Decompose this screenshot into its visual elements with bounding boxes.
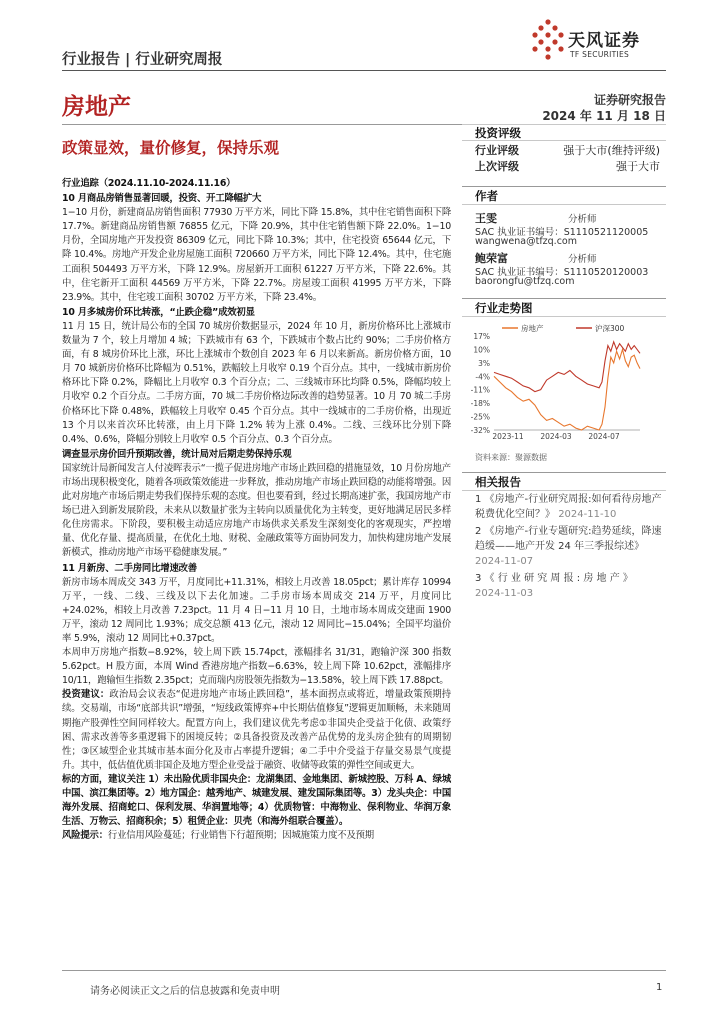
stock-picks: 标的方面，建议关注 1）未出险优质非国央企：龙湖集团、金地集团、新城控股、万科 A、绿城中国、滨江集团等。2）地方国企：越秀地产、城建发展、建发国际集团等。3）龙头央企：中国海外发展、招商蛇口、保利发展、华润置地等；4）优质物管：中海物业、保利物业、华润万象生活、万物云、招商积余；5）租赁企业：贝壳（和海外组联合覆盖）。 bbox=[62, 773, 451, 828]
y-tick-label: -18% bbox=[470, 399, 490, 409]
author-email[interactable]: wangwena@tfzq.com bbox=[475, 236, 577, 247]
report-date: 2024 年 11 月 18 日 bbox=[542, 109, 666, 123]
report-body bbox=[62, 176, 451, 843]
series-line bbox=[494, 349, 640, 430]
trend-heading: 行业走势图 bbox=[475, 301, 533, 315]
rating-rule bbox=[462, 140, 666, 141]
footer-disclaimer: 请务必阅读正文之后的信息披露和免责申明 bbox=[90, 986, 280, 997]
section-4-text-2: 本周申万房地产指数−8.92%，较上周下跌 15.74pct，涨幅排名 31/31，跑输沪深 300 指数 5.62pct。H 股方面，本周 Wind 香港房地产指数−6.63%，较上周下降 10.62pct，涨幅排序 10/11，跑输恒生指数 2.35pct；克而瑞内房股领先指数为−13.58%，较上周下跌 17.88pct。 bbox=[62, 647, 451, 687]
logo-english-name: TF SECURITIES bbox=[570, 50, 630, 59]
authors-heading: 作者 bbox=[475, 189, 498, 203]
x-tick-label: 2024-07 bbox=[588, 432, 620, 441]
related-report-item[interactable]: 2 《房地产-行业专题研究:趋势延续，降速趋缓——地产开发 24 年三季报综述》 2024-11-07 bbox=[475, 526, 662, 567]
tf-securities-logo bbox=[528, 16, 668, 68]
author-name: 王雯 bbox=[475, 212, 497, 225]
tracking-title: 行业追踪（2024.11.10-2024.11.16） bbox=[62, 178, 236, 189]
section-4-text-1: 新房市场本周成交 343 万平，月度同比+11.31%，相较上月改善 18.05pct；累计库存 10994 万平，一线、二线、三线及以下去化加速。二手房市场本周成交 214 万平，月度同比+24.02%，相较上月改善 7.23pct。11 月 4 日−11 月 10 日，土地市场本周成交建面 1900 万平，滚动 12 周同比 1.93%；成交总额 413 亿元，滚动 12 周同比−15.04%；全国平均溢价率 5.9%，滚动 12 周同比+0.37pct。 bbox=[62, 576, 451, 644]
y-tick-label: 17% bbox=[473, 332, 490, 341]
related-report-item[interactable]: 1 《房地产-行业研究周报:如何看待房地产税费优化空间？》 2024-11-10 bbox=[475, 494, 662, 520]
industry-rating-value: 强于大市(维持评级) bbox=[563, 144, 660, 157]
author-role: 分析师 bbox=[568, 214, 597, 225]
industry-trend-chart bbox=[462, 322, 672, 442]
related-reports-list bbox=[475, 492, 665, 601]
authors-top-rule bbox=[462, 186, 666, 187]
related-heading: 相关报告 bbox=[475, 475, 521, 489]
rating-heading: 投资评级 bbox=[475, 126, 521, 140]
author-email[interactable]: baorongfu@tfzq.com bbox=[475, 276, 575, 287]
section-4-title: 11 月新房、二手房同比增速改善 bbox=[62, 562, 197, 574]
y-tick-label: -32% bbox=[470, 426, 490, 435]
y-tick-label: -25% bbox=[470, 412, 490, 422]
trend-rule bbox=[462, 316, 666, 317]
footer-divider bbox=[62, 970, 666, 971]
x-tick-label: 2024-03 bbox=[540, 432, 572, 441]
chart-source: 资料来源：聚源数据 bbox=[475, 453, 547, 462]
section-3-title: 调查显示房价回升预期改善，统计局对后期走势保持乐观 bbox=[62, 448, 292, 460]
page-number: 1 bbox=[656, 982, 663, 993]
author-cert: SAC 执业证书编号：S1110521120005 bbox=[475, 227, 649, 238]
x-tick-label: 2023-11 bbox=[492, 432, 524, 441]
report-category-label: 行业报告 | 行业研究周报 bbox=[62, 52, 223, 68]
sector-title: 房地产 bbox=[62, 94, 131, 120]
risk-warning: 风险提示：行业信用风险蔓延；行业销售下行超预期；因城施策力度不及预期 bbox=[62, 830, 374, 842]
report-title: 政策显效，量价修复，保持乐观 bbox=[62, 139, 280, 157]
author-name: 鲍荣富 bbox=[475, 252, 508, 265]
related-report-item[interactable]: 3 《 行 业 研 究 周 报 : 房 地 产 》 2024-11-03 bbox=[475, 573, 633, 599]
y-tick-label: 3% bbox=[478, 358, 490, 368]
section-1-title: 10 月商品房销售显著回暖，投资、开工降幅扩大 bbox=[62, 193, 262, 205]
trend-top-rule bbox=[462, 298, 666, 299]
logo-name: 天风证券 bbox=[568, 31, 640, 51]
section-1-text: 1−10 月份，新建商品房销售面积 77930 万平方米，同比下降 15.8%，其中住宅销售面积下降 17.7%。新建商品房销售额 76855 亿元，下降 20.9%，其中住宅销售额下降 22.0%。1−10 月份，全国房地产开发投资 86309 亿元，同比下降 10.3%；其中，住宅投资 65644 亿元，下降 10.4%。房地产开发企业房屋施工面积 720660 万平方米，同比下降 12.4%。其中，住宅施工面积 504493 万平方米，下降 12.9%。房屋新开工面积 61227 万平方米，下降 22.6%。其中，住宅新开工面积 44569 万平方米，下降 22.7%。房屋竣工面积 41995 万平方米，下降 23.9%。其中，住宅竣工面积 30702 万平方米，下降 23.4%。 bbox=[62, 207, 451, 303]
logo-mark-icon bbox=[528, 18, 568, 62]
report-type: 证券研究报告 bbox=[593, 93, 666, 107]
legend-label: 沪深300 bbox=[595, 324, 625, 333]
section-2-text: 11 月 15 日，统计局公布的全国 70 城房价数据显示，2024 年 10 月，新房价格环比上涨城市数量为 7 个，较上月增加 4 城；下跌城市有 63 个，下跌城市个数占比约 90%；二手房价格方面，有 8 城房价环比上涨，环比上涨城市个数创自 2023 年 6 月以来新高。新房价格方面，10 月 70 城新房价格环比降幅为 0.51%，跌幅较上月收窄 0.19 个百分点。其中，一线城市新房价格环比下降 0.2%，降幅比上月收窄 0.3 个百分点；二、三线城市环比均降 0.5%，降幅均较上月收窄 0.2 个百分点。二手房方面，70 城二手房价格边际改善的趋势显著。10 月 70 城二手房价格环比下降 0.48%，跌幅较上月收窄 0.45 个百分点。其中一线城市的二手房价格，出现近 13 个月以来首次环比转涨，由上月下降 1.2% 转为上涨 0.4%。二线、三线环比分别下降 0.4%、0.6%，降幅分别较上月收窄 0.5 个百分点、0.3 个百分点。 bbox=[62, 320, 451, 445]
previous-rating-label: 上次评级 bbox=[475, 160, 519, 173]
industry-rating-label: 行业评级 bbox=[475, 144, 519, 157]
previous-rating-value: 强于大市 bbox=[616, 160, 660, 173]
header-divider bbox=[62, 70, 666, 71]
related-rule bbox=[462, 490, 666, 491]
investment-advice: 投资建议：政治局会议表态“促进房地产市场止跌回稳”，基本面拐点或将近，增量政策预期持续。交易端，市场“底部共识”增强，“短线政策博弈+中长期估值修复”逻辑更加顺畅，未来随周期拖产股弹性空间同样较大。配置方向上，我们建议优先考虑①非国央企受益于化债、政策纾困、需求改善等多重逻辑下的困境反转；②具备投资及改善产品优势的龙头房企独有的周期韧性；③区域型企业其城市基本面分化及市占率提升逻辑；④二手中介受益于存量交易景气度提升。其中，低估值优质非国企及地方型企业受益于融资、收储等政策的弹性空间或更大。 bbox=[62, 689, 451, 771]
y-tick-label: -11% bbox=[470, 385, 490, 395]
y-tick-label: -4% bbox=[475, 372, 490, 382]
authors-rule bbox=[462, 204, 666, 205]
legend-label: 房地产 bbox=[521, 324, 544, 333]
section-2-title: 10 月多城房价环比转涨，“止跌企稳”成效初显 bbox=[62, 306, 255, 318]
y-tick-label: 10% bbox=[473, 345, 490, 355]
section-3-text: 国家统计局新闻发言人付凌晖表示“一揽子促进房地产市场止跌回稳的措施显效，10 月份房地产市场出现积极变化，随着各项政策效能进一步释放，推动房地产市场止跌回稳的动能将增强。因此对房地产市场后期走势我们保持乐观的态度。但也要看到，经过长期高速扩张，我国房地产市场已进入到新发展阶段，未来从以数量扩张为主转向以质量优化为主转变，更好地满足居民多样化住房需求。下阶段，要积极主动适应房地产市场供求关系发生深刻变化的客观现实，严控增量、优化存量、提高质量，在优化土地、财税、金融政策等方面协同发力，加快构建房地产发展新模式，推动房地产市场平稳健康发展。” bbox=[62, 462, 451, 559]
author-cert: SAC 执业证书编号：S1110520120003 bbox=[475, 267, 649, 278]
series-line bbox=[494, 342, 640, 392]
author-role: 分析师 bbox=[568, 254, 597, 265]
related-top-rule bbox=[462, 472, 666, 473]
